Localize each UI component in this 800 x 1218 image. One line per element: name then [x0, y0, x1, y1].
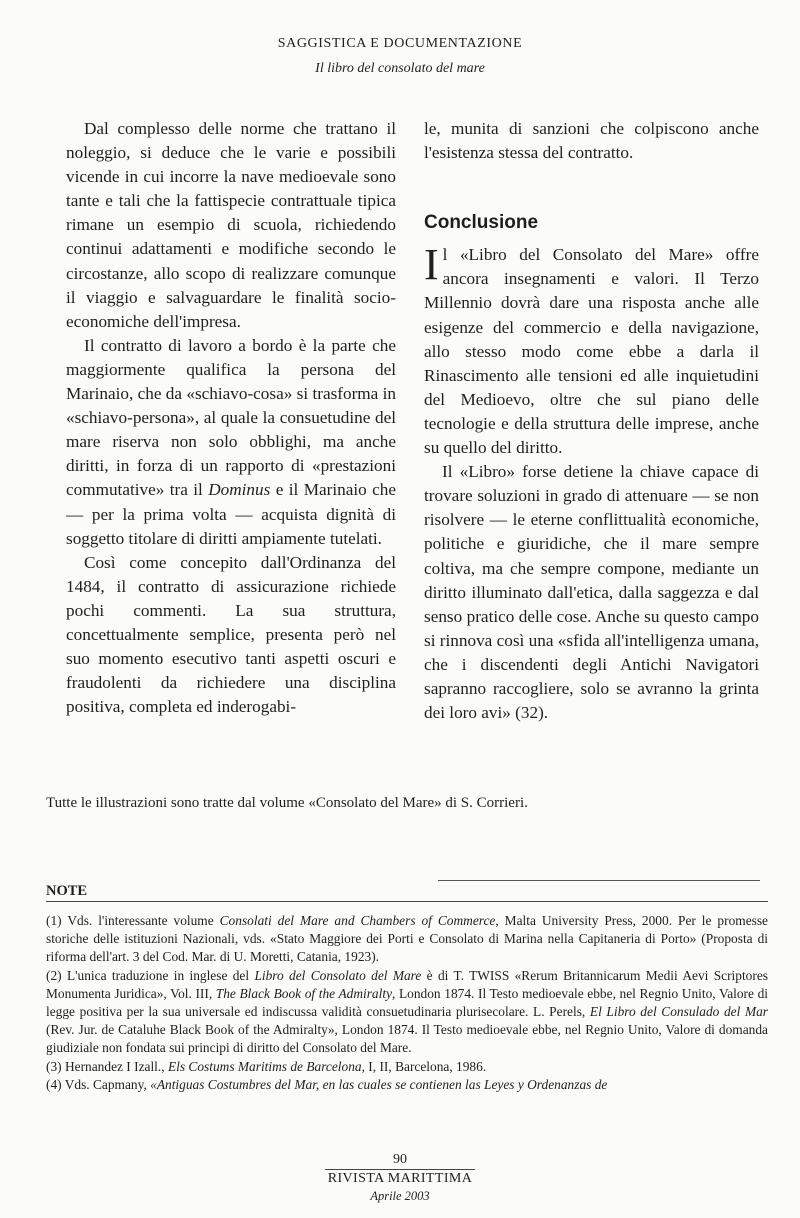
paragraph-conclusione-2: Il «Libro» forse detiene la chiave capace di trovare soluzioni in grado di attenuare — se non risolvere — le eterne conflittualità economiche, politiche e giuridiche, che il mare sempre coltiva, ma che sempre compone, mediante un diritto illuminato dall'etica, dalla saggezza e dal senso pratico delle cose. Anche su questo campo si rinnova così una «sfida all'intelligenza umana, che i discendenti degli Antichi Navigatori sapranno raccogliere, solo se avranno la grinta dei loro avi» (32).	[424, 462, 759, 723]
paragraph-assicurazione: Così come concepito dall'Ordinanza del 1484, il contratto di assicurazione richiede pochi commenti. La sua struttura, concettualmente semplice, presenta però nel suo momento esecutivo tanti aspetti oscuri e fraudolenti da richiedere una disciplina positiva, completa ed inderogabi-	[66, 552, 396, 717]
notes-heading: NOTE	[46, 883, 88, 899]
issue-date: Aprile 2003	[370, 1189, 430, 1203]
section-heading-conclusione: Conclusione	[424, 212, 539, 234]
paragraph-contratto-lavoro: Il contratto di lavoro a bordo è la parte che maggiormente qualifica la persona del Marinaio, che da «schiavo-cosa» si trasforma in «schiavo-persona», al quale la consuetudine del mare riserva non solo obblighi, ma anche diritti, in forza di un rapporto di «prestazioni commutative» tra il Dominus e il Marinaio che — per la prima volta — acquista dignità di soggetto titolare di diritti ampiamente tutelati.	[66, 335, 396, 548]
divider-footer	[325, 1169, 475, 1170]
footnote-1: (1) Vds. l'interessante volume Consolati del Mare and Chambers of Commerce, Malta University Press, 2000. Per le promesse storiche delle istituzioni Nazionali, vds. «Stato Maggiore dei Porti e Consolato di Marina nella Capitaneria di Porto» (Proposta di riforma dell'art. 3 del Cod. Mar. di U. Moretti, Catania, 1923).	[46, 913, 768, 965]
page-number: 90	[393, 1152, 407, 1167]
illustrations-caption: Tutte le illustrazioni sono tratte dal volume «Consolato del Mare» di S. Corrieri.	[46, 795, 528, 811]
left-column	[66, 117, 396, 719]
footnote-3: (3) Hernandez I Izall., Els Costums Maritims de Barcelona, I, II, Barcelona, 1986.	[46, 1058, 487, 1074]
running-head-title: Il libro del consolato del mare	[315, 61, 485, 76]
right-column	[424, 117, 759, 725]
running-head-section: SAGGISTICA E DOCUMENTAZIONE	[277, 36, 523, 51]
divider-short	[438, 880, 760, 881]
paragraph-noleggio: Dal complesso delle norme che trattano il noleggio, si deduce che le varie e possibili vicende in cui incorre la nave medioevale sono tante e tali che la fattispecie contrattuale tipica rimane un esempio di scuola, richiedendo continui adattamenti e modifiche secondo le circostanze, allo scopo di realizzare comunque il viaggio e salvaguardare le finalità socio-economiche dell'impresa.	[66, 119, 396, 331]
divider-notes	[46, 901, 768, 902]
footnotes	[46, 912, 768, 1094]
footnote-2: (2) L'unica traduzione in inglese del Libro del Consolato del Mare è di T. TWISS «Rerum Britannicarum Medii Aevi Scriptores Monumenta Juridica», Vol. III, The Black Book of the Admiralty, London 1874. Il Testo medioevale ebbe, nel Regnio Unito, Valore di legge positiva per la sua universale ed indiscussa validità consuetudinaria plurisecolare. L. Perels, El Libro del Consulado del Mar (Rev. Jur. de Cataluhe Black Book of the Admiralty», London 1874. Il Testo medioevale ebbe, nel Regnio Unito, Valore di domanda giudiziale non fondata sui principi di diritto del Consolato del Mare.	[46, 967, 768, 1056]
drop-cap: I	[424, 240, 439, 290]
magazine-name: RIVISTA MARITTIMA	[327, 1171, 473, 1186]
footnote-4: (4) Vds. Capmany, «Antiguas Costumbres del Mar, en las cuales se contienen las Leyes y Ordenanzas de	[46, 1076, 608, 1092]
paragraph-continuation: le, munita di sanzioni che colpiscono anche l'esistenza stessa del contratto.	[424, 119, 759, 163]
italic-dominus: Dominus	[208, 480, 271, 500]
paragraph-conclusione-1: Il «Libro del Consolato del Mare» offre ancora insegnamenti e valori. Il Terzo Millennio dovrà dare una risposta anche alle esigenze del commercio e della navigazione, allo stesso modo come ebbe a darla il Rinascimento alle tensioni ed alle inquietudini del Medioevo, oltre che sul piano delle tecnologie e della struttura delle imprese, anche su quello del diritto.	[424, 240, 759, 458]
